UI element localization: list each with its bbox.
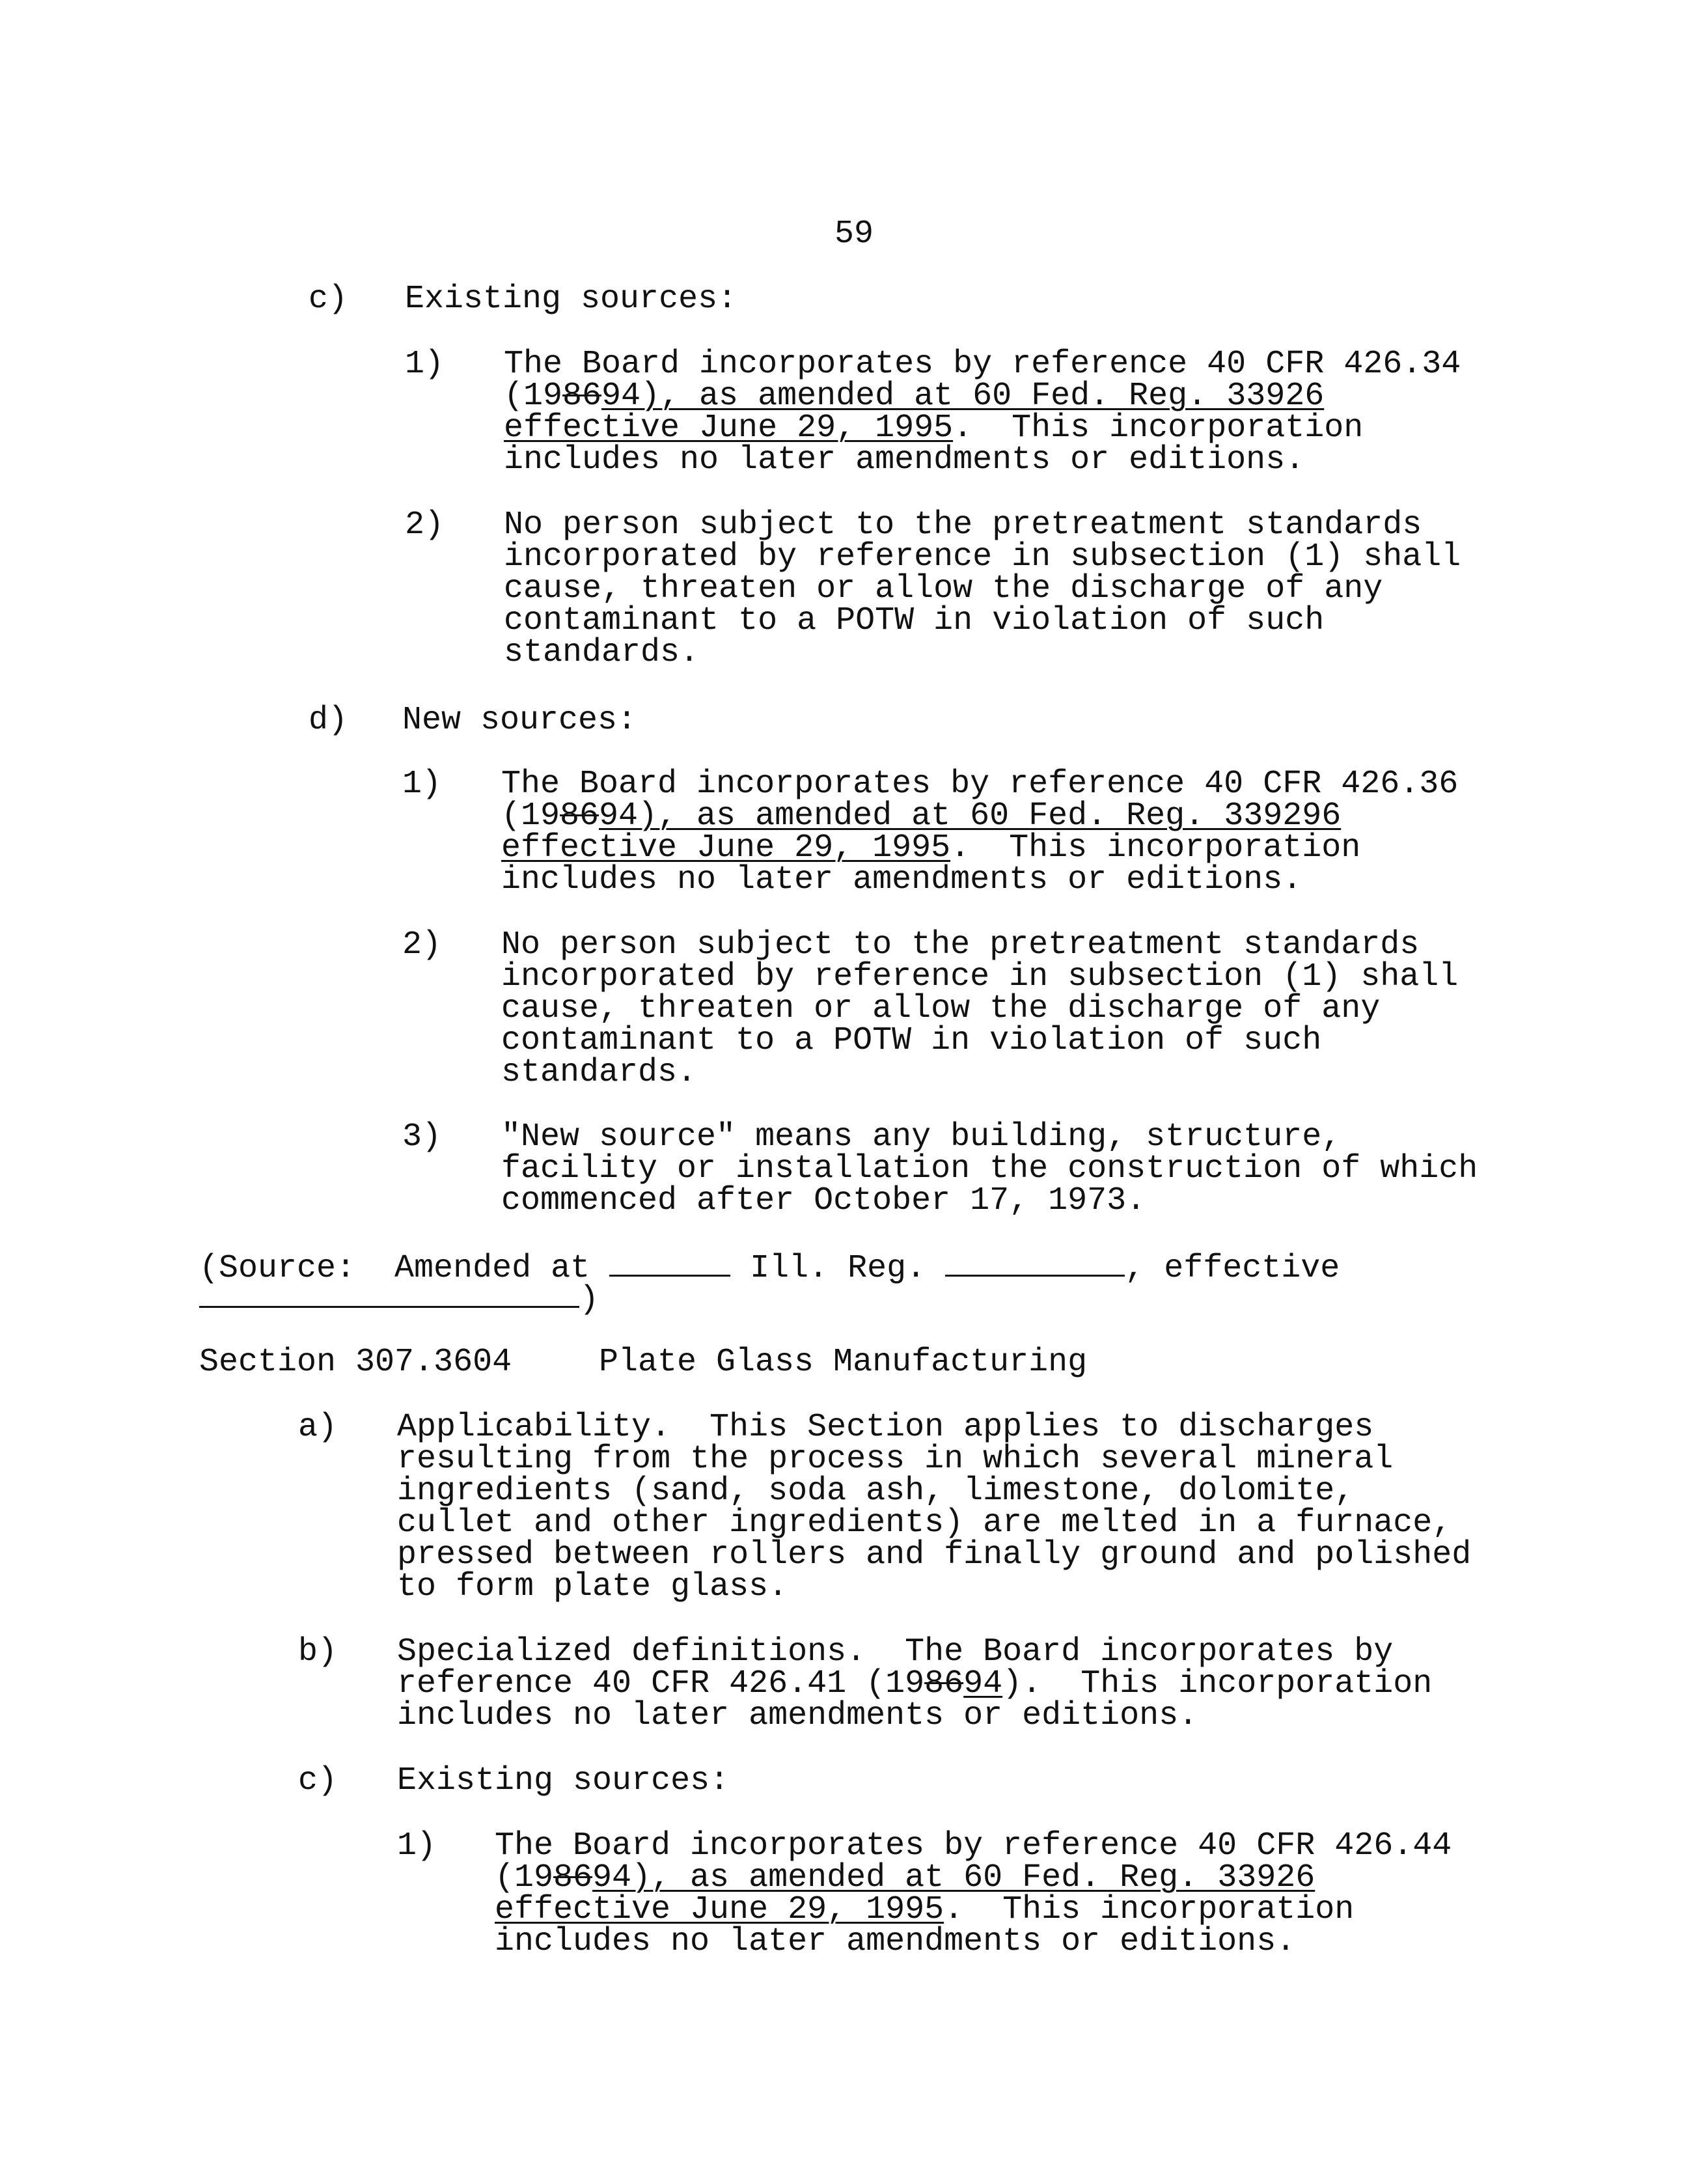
blank-volume — [609, 1249, 730, 1277]
source-note-line-2: ) — [199, 1280, 599, 1316]
inserted-text: effective June 29, 1995 — [501, 829, 951, 866]
a-line-5: pressed between rollers and finally ground and polished — [397, 1536, 1472, 1573]
d3-line-3: commenced after October 17, 1973. — [501, 1182, 1146, 1219]
struck-text: 86 — [562, 378, 602, 415]
d1-marker: 1) — [402, 766, 442, 803]
d2-line-4: contaminant to a POTW in violation of such — [501, 1022, 1322, 1059]
d3-line-2: facility or installation the construction of which — [501, 1150, 1478, 1187]
inserted-text: effective June 29, 1995 — [504, 409, 954, 447]
a-line-6: to form plate glass. — [397, 1568, 788, 1605]
subsection-c2-marker: c) — [298, 1762, 338, 1799]
d2-line-5: standards. — [501, 1054, 697, 1091]
d1-line-1: The Board incorporates by reference 40 CFR 426.36 — [501, 766, 1459, 803]
c1-line-1: The Board incorporates by reference 40 CFR 426.34 — [504, 346, 1461, 383]
c2-marker: 2) — [405, 506, 445, 544]
d1-line-4: includes no later amendments or editions. — [501, 861, 1302, 898]
b-line-1: Specialized definitions. The Board incorporates by — [397, 1633, 1394, 1670]
subsection-b-marker: b) — [298, 1633, 338, 1670]
c2-line-1: No person subject to the pretreatment standards — [504, 506, 1422, 544]
c2-line-5: standards. — [504, 634, 700, 671]
blank-effective-date — [199, 1280, 579, 1308]
subsection-c2-heading: Existing sources: — [397, 1762, 730, 1799]
d3-marker: 3) — [402, 1118, 442, 1156]
c2-1-line-4: includes no later amendments or editions. — [495, 1923, 1296, 1960]
inserted-text: 94), as amended at 60 Fed. Reg. 339296 — [599, 797, 1342, 835]
subsection-a-marker: a) — [298, 1409, 338, 1446]
blank-page — [945, 1249, 1125, 1277]
a-line-3: ingredients (sand, soda ash, limestone, dolomite, — [397, 1473, 1355, 1510]
subsection-d-heading: New sources: — [402, 702, 637, 739]
struck-text: 86 — [924, 1665, 964, 1702]
c1-line-4: includes no later amendments or editions. — [504, 441, 1305, 478]
struck-text: 86 — [560, 797, 599, 835]
b-line-3: includes no later amendments or editions. — [397, 1697, 1198, 1734]
inserted-text: 94 — [963, 1665, 1003, 1702]
c2-line-4: contaminant to a POTW in violation of such — [504, 602, 1325, 639]
c2-line-2: incorporated by reference in subsection (1) shall — [504, 538, 1461, 575]
a-line-4: cullet and other ingredients) are melted in a furnace, — [397, 1504, 1452, 1542]
c2-1-marker: 1) — [397, 1827, 437, 1864]
inserted-text: 94), as amended at 60 Fed. Reg. 33926 — [601, 378, 1325, 415]
c1-line-2: (198694), as amended at 60 Fed. Reg. 33926 — [504, 378, 1325, 415]
c2-1-line-2: (198694), as amended at 60 Fed. Reg. 33926 — [495, 1859, 1315, 1896]
d2-line-2: incorporated by reference in subsection (1) shall — [501, 958, 1459, 995]
b-line-2: reference 40 CFR 426.41 (198694). This incorporation — [397, 1665, 1433, 1702]
d2-line-1: No person subject to the pretreatment standards — [501, 926, 1420, 963]
d2-marker: 2) — [402, 926, 442, 963]
subsection-d-marker: d) — [309, 702, 348, 739]
c1-marker: 1) — [405, 346, 445, 383]
subsection-c-heading: Existing sources: — [405, 281, 737, 318]
a-line-1: Applicability. This Section applies to discharges — [397, 1409, 1374, 1446]
d1-line-2: (198694), as amended at 60 Fed. Reg. 339296 — [501, 797, 1342, 835]
a-line-2: resulting from the process in which several mineral — [397, 1441, 1394, 1478]
c2-line-3: cause, threaten or allow the discharge of any — [504, 570, 1383, 607]
inserted-text: effective June 29, 1995 — [495, 1891, 944, 1928]
struck-text: 86 — [553, 1859, 593, 1896]
source-note-line-1: (Source: Amended at Ill. Reg. , effective — [199, 1250, 1340, 1287]
c2-1-line-1: The Board incorporates by reference 40 CFR 426.44 — [495, 1827, 1452, 1864]
c2-1-line-3: effective June 29, 1995. This incorporation — [495, 1891, 1355, 1928]
section-number: Section 307.3604 — [199, 1344, 512, 1381]
section-title: Plate Glass Manufacturing — [599, 1344, 1088, 1381]
subsection-c-marker: c) — [309, 281, 348, 318]
c1-line-3: effective June 29, 1995. This incorporation — [504, 409, 1364, 447]
page-number: 59 — [834, 215, 874, 253]
inserted-text: 94), as amended at 60 Fed. Reg. 33926 — [592, 1859, 1315, 1896]
d2-line-3: cause, threaten or allow the discharge of any — [501, 990, 1381, 1027]
d3-line-1: "New source" means any building, structure, — [501, 1118, 1342, 1156]
d1-line-3: effective June 29, 1995. This incorporation — [501, 829, 1361, 866]
